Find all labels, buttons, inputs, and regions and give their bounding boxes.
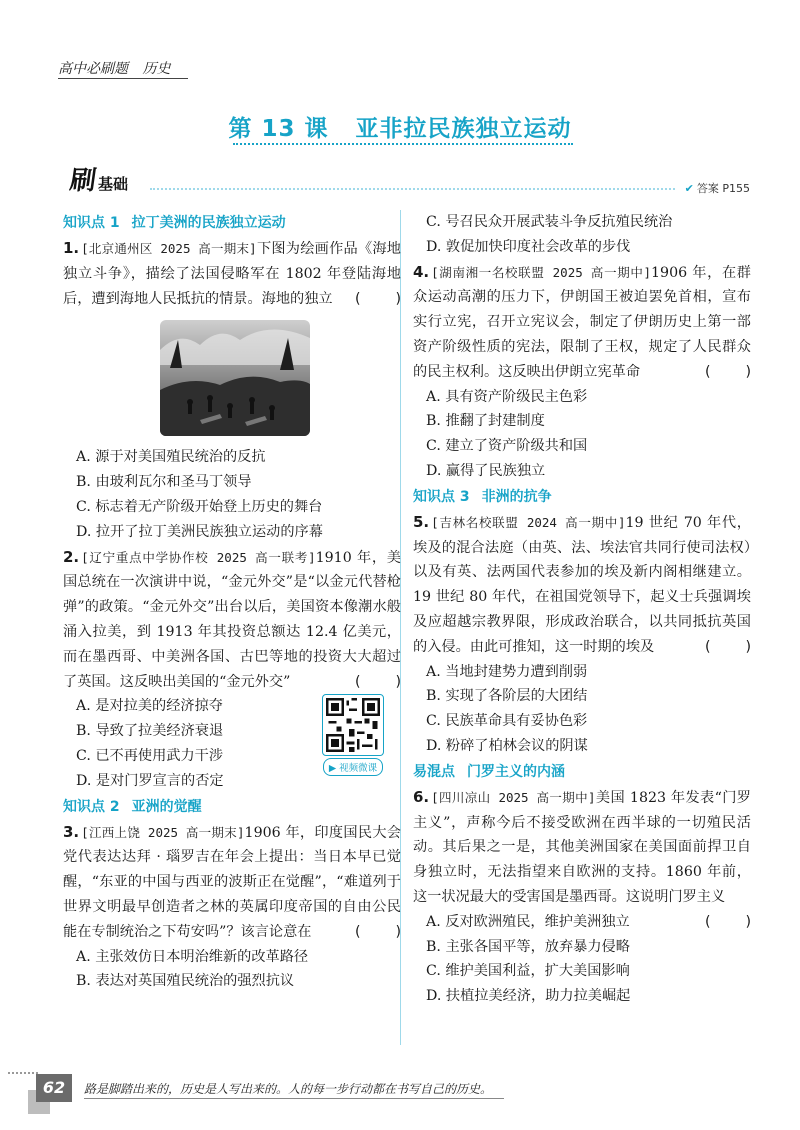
header-rule	[58, 78, 188, 79]
question-3-options	[63, 945, 401, 995]
question-source: [江西上饶 2025 高一期末]	[81, 824, 245, 840]
answer-bracket[interactable]: ( )	[355, 923, 401, 940]
option-c[interactable]: C. 建立了资产阶级共和国	[426, 438, 588, 455]
book-subject: 历史	[142, 61, 171, 77]
question-number: 4.	[413, 262, 430, 281]
question-4	[413, 260, 751, 385]
question-2-options-wrap	[63, 694, 401, 793]
knowledge-point-3	[413, 485, 751, 509]
page-number: 62	[36, 1074, 72, 1102]
option-d[interactable]: D. 拉开了拉丁美洲民族独立运动的序幕	[76, 523, 323, 540]
qr-label: ▶ 视频微课	[323, 758, 383, 776]
option-a[interactable]: A. 主张效仿日本明治维新的改革路径	[76, 948, 309, 965]
answer-page: 答案 P155	[696, 182, 750, 195]
option-d[interactable]: D. 粉碎了柏林会议的阴谋	[426, 737, 588, 754]
question-stem: 1906 年，在群众运动高潮的压力下，伊朗国王被迫罢免首相，宣布实行立宪，召开立宪议会，制定了伊朗历史上第一部资产阶级性质的宪法，限制了王权，规定了人民群众的民主权利。这反映出伊朗立宪革命	[413, 264, 751, 380]
haiti-painting-image	[160, 320, 310, 436]
kp-tag: 知识点 2	[63, 798, 120, 815]
question-stem: 1906 年，印度国民大会党代表达达拜 · 瑙罗吉在年会上提出：当日本早已觉醒，“东亚的中国与西亚的波斯正在觉醒”，“难道列于世界文明最早创造者之林的英属印度帝国的自由公民能在专制统治之下苟安吗”？该言论意在	[63, 824, 401, 940]
section-badge-big: 刷	[67, 166, 99, 196]
kp-title: 门罗主义的内涵	[467, 763, 565, 780]
question-5	[413, 510, 751, 660]
footer-dots	[8, 1072, 38, 1074]
option-b[interactable]: B. 由玻利瓦尔和圣马丁领导	[76, 474, 252, 491]
question-3	[63, 820, 401, 945]
question-source: [辽宁重点中学协作校 2025 高一联考]	[81, 549, 316, 565]
kp-tag: 知识点 3	[413, 488, 470, 505]
kp-tag: 知识点 1	[63, 215, 120, 231]
question-3-options-continued	[413, 210, 751, 260]
question-source: [北京通州区 2025 高一期末]	[81, 241, 257, 256]
question-stem: 1910 年，美国总统在一次演讲中说，“金元外交”是“以金元代替枪弹”的政策。“金元外交”出台以后，美国资本像潮水般涌入拉美，到 1913 年其投资总额达 12.4 亿美元，而在墨西哥、中美洲各国、古巴等地的投资大大超过了英国。这反映出美国的“金元外交”	[63, 549, 401, 690]
kp-tag: 易混点	[413, 763, 455, 780]
video-qr-code[interactable]	[318, 694, 388, 776]
option-b[interactable]: B. 表达对英国殖民统治的强烈抗议	[76, 973, 295, 990]
question-number: 1.	[63, 239, 80, 257]
question-4-options	[413, 385, 751, 484]
option-b[interactable]: B. 主张各国平等，放弃暴力侵略	[426, 938, 630, 955]
answer-bracket[interactable]: ( )	[705, 363, 751, 380]
footer-rule	[84, 1098, 504, 1099]
option-a[interactable]: A. 源于对美国殖民统治的反抗	[76, 449, 266, 466]
question-5-options	[413, 660, 751, 759]
book-header	[58, 58, 170, 78]
option-c[interactable]: C. 已不再使用武力干涉	[76, 747, 224, 764]
option-d[interactable]: D. 是对门罗宣言的否定	[76, 772, 224, 789]
question-1	[63, 236, 401, 311]
option-b[interactable]: B. 实现了各阶层的大团结	[426, 688, 588, 705]
play-icon: ▶	[328, 763, 337, 775]
confusion-point	[413, 760, 751, 784]
lesson-title	[0, 110, 800, 143]
question-2	[63, 545, 401, 695]
knowledge-point-1	[63, 211, 401, 235]
section-rule	[150, 188, 675, 190]
question-source: [四川凉山 2025 高一期中]	[431, 789, 596, 805]
answer-reference	[685, 180, 750, 196]
question-source: [湖南湘一名校联盟 2025 高一期中]	[431, 264, 652, 280]
answer-bracket[interactable]: ( )	[355, 290, 401, 307]
answer-bracket[interactable]: ( )	[705, 638, 751, 655]
option-c[interactable]: C. 维护美国利益，扩大美国影响	[426, 963, 630, 980]
option-d[interactable]: D. 赢得了民族独立	[426, 462, 546, 479]
section-badge	[67, 166, 129, 196]
option-c[interactable]: C. 标志着无产阶级开始登上历史的舞台	[76, 498, 323, 515]
lesson-number: 第 13 课	[228, 116, 329, 142]
option-d[interactable]: D. 扶植拉美经济，助力拉美崛起	[426, 988, 631, 1005]
option-a[interactable]: A. 是对拉美的经济掠夺	[76, 698, 223, 715]
option-a[interactable]: A. 当地封建势力遭到削弱	[426, 663, 588, 680]
question-source: [吉林名校联盟 2024 高一期中]	[431, 514, 626, 530]
kp-title: 亚洲的觉醒	[131, 798, 202, 815]
question-number: 3.	[63, 822, 80, 841]
option-c[interactable]: C. 民族革命具有妥协色彩	[426, 713, 588, 730]
option-c[interactable]: C. 号召民众开展武装斗争反抗殖民统治	[426, 214, 673, 230]
section-badge-small: 基础	[98, 175, 129, 193]
option-b[interactable]: B. 导致了拉美经济衰退	[76, 723, 224, 740]
question-6-options	[413, 910, 751, 1009]
question-1-options	[63, 445, 401, 544]
answer-bracket[interactable]: ( )	[705, 913, 751, 930]
lesson-name: 亚非拉民族独立运动	[355, 116, 572, 142]
option-d[interactable]: D. 敦促加快印度社会改革的步伐	[426, 238, 631, 255]
book-name: 高中必刷题	[58, 61, 128, 77]
option-a[interactable]: A. 具有资产阶级民主色彩	[426, 388, 588, 405]
question-stem: 19 世纪 70 年代，埃及的混合法庭（由英、法、埃法官共同行使司法权）以及有英、法两国代表参加的埃及新内阁相继建立。19 世纪 80 年代，在祖国党领导下，起义士兵强调埃及应超越宗教界限，形成政治联合，以共同抵抗英国的入侵。由此可推知，这一时期的埃及	[413, 514, 751, 655]
title-underline	[233, 143, 573, 145]
page-footer	[0, 1070, 800, 1130]
question-number: 5.	[413, 512, 430, 531]
question-stem: 下图为绘画作品《海地独立斗争》，描绘了法国侵略军在 1802 年登陆海地后，遭到海地人民抵抗的情景。海地的独立	[63, 241, 401, 307]
option-b[interactable]: B. 推翻了封建制度	[426, 413, 545, 430]
kp-title: 拉丁美洲的民族独立运动	[131, 215, 286, 231]
question-number: 2.	[63, 547, 80, 566]
answer-bracket[interactable]: ( )	[355, 673, 401, 690]
right-column	[413, 210, 751, 1009]
left-column	[63, 210, 401, 994]
knowledge-point-2	[63, 795, 401, 819]
qr-code-icon	[322, 694, 384, 756]
check-icon: ✔	[684, 182, 694, 195]
question-stem: 美国 1823 年发表“门罗主义”，声称今后不接受欧洲在西半球的一切殖民活动。其后果之一是，其他美洲国家在美国面前捍卫自身独立时，无法指望来自欧洲的支持。1860 年前，这一状况最大的受害国是墨西哥。这说明门罗主义	[413, 789, 751, 905]
kp-title: 非洲的抗争	[481, 488, 552, 505]
question-number: 6.	[413, 787, 430, 806]
option-a[interactable]: A. 反对欧洲殖民，维护美洲独立	[426, 913, 630, 930]
footer-motto: 路是脚踏出来的，历史是人写出来的。人的每一步行动都在书写自己的历史。	[84, 1082, 493, 1096]
